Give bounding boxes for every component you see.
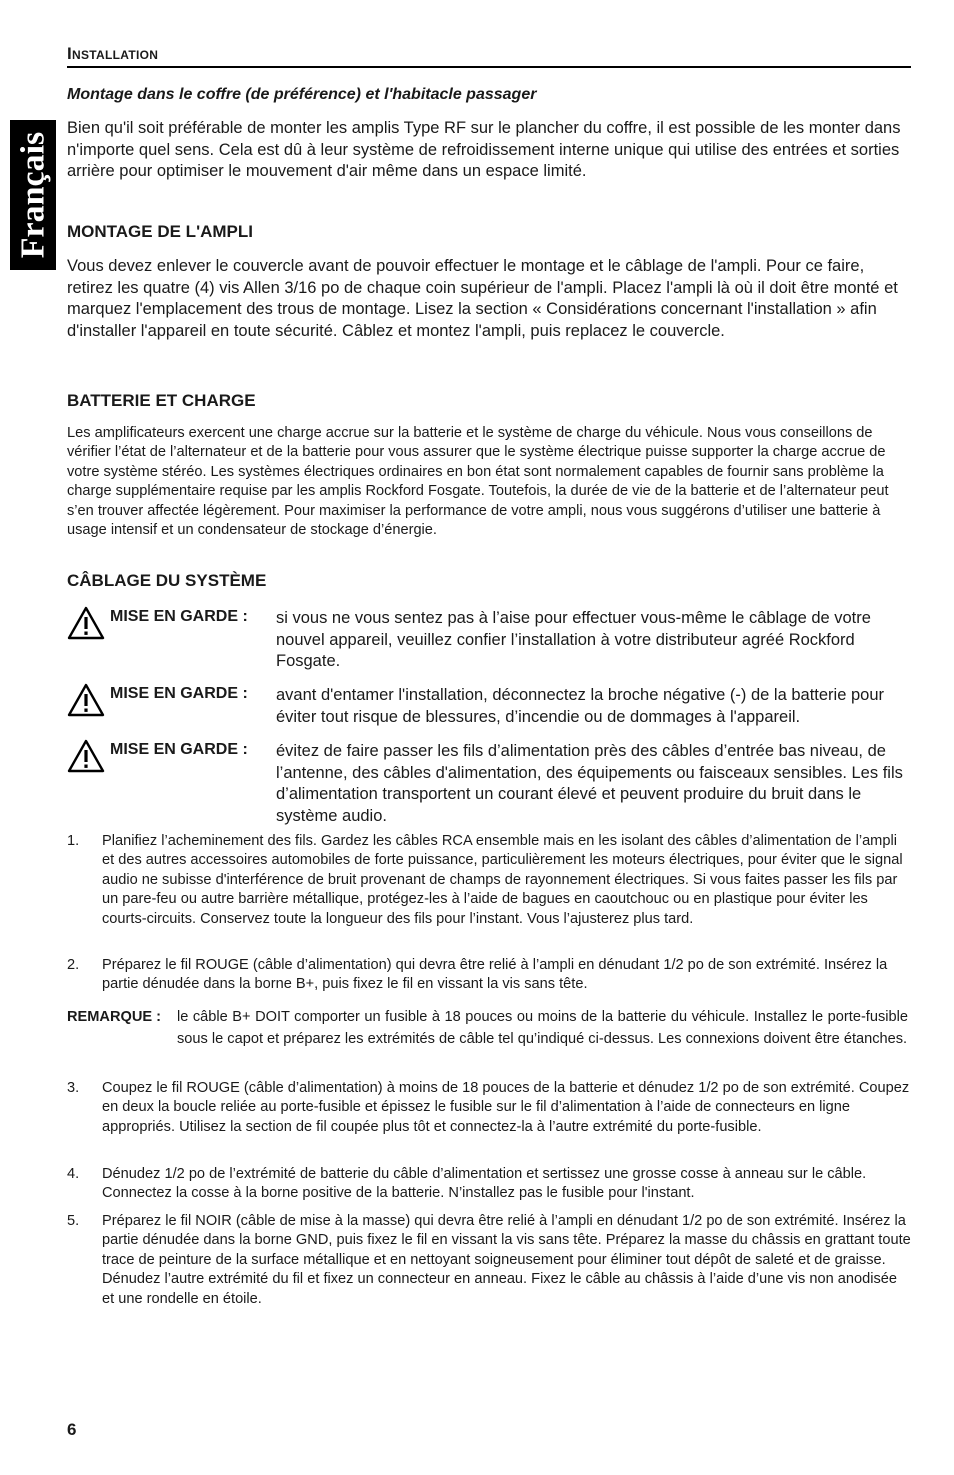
warning-triangle-icon [67,683,105,717]
section-subtitle: Montage dans le coffre (de préférence) et l'habitacle passager [67,86,537,103]
step-number: 5. [67,1213,80,1229]
batterie-paragraph: Les amplificateurs exercent une charge accrue sur la batterie et le système de charge du véhicule. Nous vous conseillons de vérifier l’état de l’alternateur et de la batterie pour vous assurer que le système électrique puisse supporter la charge accrue de votre système stéréo. Les systèmes électriques ordinaires en bon état sont normalement capables de fournir sans problème la charge supplémentaire requise par les amplis Rockford Fosgate. Toutefois, la durée de vie de la batterie et de l’alternateur peut s’en trouver affectée légèrement. Pour maximiser la performance de votre ampli, nous vous suggérons d’utiliser une batterie à usage intensif et un condensateur de stockage d’énergie. [67,425,889,539]
step-number: 2. [67,957,80,973]
language-tab-label: Français [14,131,52,259]
step-text: Préparez le fil ROUGE (câble d’alimentation) qui devra être relié à l’ampli en dénudant 1/2 po de son extrémité. Insérez la partie dénudée dans la borne B+, puis fixez le fil en vissant la vis sans tête. [102,957,888,993]
batterie-heading: BATTERIE ET CHARGE [67,391,256,410]
warning-triangle-icon [67,606,105,640]
language-tab [10,120,56,270]
remark-label: REMARQUE : [67,1009,162,1025]
warning-label: MISE EN GARDE : [110,741,248,758]
warning-text: avant d'entamer l'installation, déconnectez la broche négative (-) de la batterie pour éviter tout risque de blessures, d’incendie ou de dommages à l'appareil. [276,686,884,726]
warning-item [67,741,911,827]
step-number: 1. [67,833,80,849]
warning-text: évitez de faire passer les fils d’alimentation près des câbles d’entrée bas niveau, de l’antenne, des câbles d'alimentation, des équipements ou faisceaux sensibles. Les fils d’alimentation transportent un courant élevé et peuvent produire du bruit dans le système audio. [276,742,903,825]
step-text: Dénudez 1/2 po de l’extrémité de batterie du câble d’alimentation et sertissez une grosse cosse à anneau sur le câble. Connectez la cosse à la borne positive de la batterie. N’installez pas le fusible pour l'instant. [102,1166,867,1202]
page-header [67,44,911,68]
page-number: 6 [67,1420,77,1439]
step-text: Préparez le fil NOIR (câble de mise à la masse) qui devra être relié à l’ampli en dénudant 1/2 po de son extrémité. Insérez la partie dénudée dans la borne GND, puis fixez le fil en vissant la vis sans tête. Préparez la masse du châssis en grattant toute trace de peinture de la surface métallique et en nettoyant soigneusement pour éliminer tout dépôt de saleté et de graisse. Dénudez l’autre extrémité du fil et fixez un connecteur en anneau. Fixez le câble au châssis à l’aide d’une vis non anodisée et une rondelle en étoile. [102,1213,911,1307]
warning-label: MISE EN GARDE : [110,685,248,702]
remark-text: le câble B+ DOIT comporter un fusible à 18 pouces ou moins de la batterie du véhicule. Installez le porte-fusible sous le capot et préparez les extrémités de câble tel qu’indiqué ci-dessus. Les connexions doivent être étanches. [177,1009,908,1048]
intro-paragraph: Bien qu'il soit préférable de monter les amplis Type RF sur le plancher du coffre, il est possible de les monter dans n'importe quel sens. Cela est dû à leur système de refroidissement interne unique qui utilise des entrées et sorties arrière pour optimiser le mouvement d'air même dans un espace limité. [67,119,901,181]
montage-paragraph: Vous devez enlever le couvercle avant de pouvoir effectuer le montage et le câblage de l'ampli. Pour ce faire, retirez les quatre (4) vis Allen 3/16 po de chaque coin supérieur de l'ampli. Placez l'ampli là où il doit être monté et marquez l'emplacement des trous de montage. Lisez la section « Considérations concernant l'installation » afin d'installer l'appareil en toute sécurité. Câblez et montez l'ampli, puis replacez le couvercle. [67,257,898,340]
warning-triangle-icon [67,739,105,773]
step-text: Coupez le fil ROUGE (câble d’alimentation) à moins de 18 pouces de la batterie et dénudez 1/2 po de son extrémité. Coupez en deux la boucle reliée au porte-fusible et épissez le fusible sur le fil d’alimentation à l’aide de connecteurs en ligne appropriés. Utilisez la section de fil coupée plus tôt et connectez-la à l’autre extrémité du porte-fusible. [102,1080,910,1135]
step-text: Planifiez l’acheminement des fils. Gardez les câbles RCA ensemble mais en les isolant des câbles d’alimentation de l’ampli et des autres accessoires automobiles de forte puissance, particulièrement les moteurs électriques, pour éviter que le signal audio ne subisse d'interférence de bruit provenant de champs de rayonnement électriques. Si vous faites passer les fils par un pare-feu ou autre barrière métallique, protégez-les à l’aide de bagues en caoutchouc ou en plastique pour éviter les courts-circuits. Conservez toute la longueur des fils pour l’instant. Vous l’ajusterez plus tard. [102,833,903,927]
warning-text: si vous ne vous sentez pas à l’aise pour effectuer vous-même le câblage de votre nouvel appareil, veuillez confier l’installation à votre distributeur agréé Rockford Fosgate. [276,609,871,671]
montage-heading: MONTAGE DE L'AMPLI [67,222,253,241]
warning-item [67,608,911,672]
header-title: Installation [67,44,159,63]
cablage-heading: CÂBLAGE DU SYSTÈME [67,571,267,590]
warning-item [67,685,911,729]
step-number: 3. [67,1080,80,1096]
warning-label: MISE EN GARDE : [110,608,248,625]
step-number: 4. [67,1166,80,1182]
